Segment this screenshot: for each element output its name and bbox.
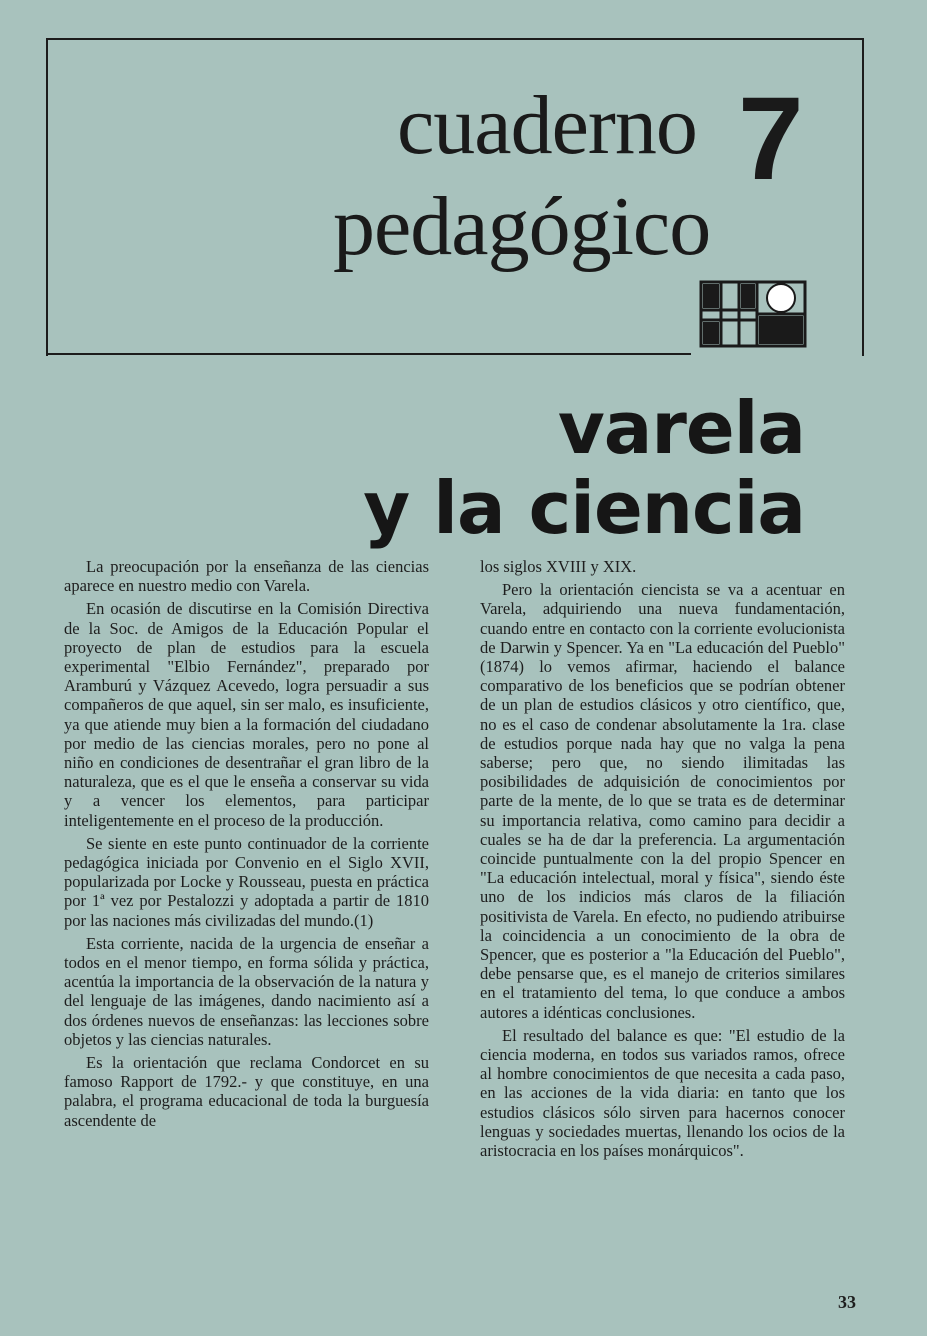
paragraph: los siglos XVIII y XIX. xyxy=(480,557,637,576)
article-title-line1: varela xyxy=(557,386,805,470)
right-column xyxy=(480,557,845,1164)
page-number: 33 xyxy=(838,1292,856,1312)
issue-number: 7 xyxy=(738,73,804,205)
paragraph: Pero la orientación ciencista se va a acentuar en Varela, adquiriendo una nueva fundamentación, cuando entre en contacto con la corriente evolucionista de Darwin y Spencer. Ya en "La educación del Pueblo" (1874) lo vemos afirmar, haciendo el balance comparativo de los beneficios que se podrían obtener de un plan de estudios clásicos y otro científico, que, no es el caso de condenar absolutamente la 1ra. clase de estudios porque nada hay que no valga la pena saberse; pero que, no siendo ilimitadas las posibilidades de adquisición de conocimientos por parte de la mente, de lo que se trata es de determinar su importancia relativa, como camino para decidir a cuales se ha de dar la preferencia. La argumentación coincide puntualmente con la del propio Spencer en "La educación intelectual, moral y física", siendo éste uno de los indicios más claros de la filiación positivista de Varela. En efecto, no pudiendo atribuirse la coincidencia a un conocimiento de la obra de Spencer, que es posterior a "la Educación del Pueblo", debe pensarse que, es el manejo de criterios similares en el tratamiento del tema, lo que conduce a ambos autores a idénticas conclusiones. xyxy=(480,580,845,1022)
paragraph: En ocasión de discutirse en la Comisión Directiva de la Soc. de Amigos de la Educación Popular el proyecto de plan de estudios para la escuela experimental "Elbio Fernández", preparado por Aramburú y Vázquez Acevedo, logra persuadir a sus compañeros de que aquel, sin ser malo, es insuficiente, ya que atiende muy bien a la formación del ciudadano por medio de las ciencias morales, pero no pone al niño en condiciones de desentrañar el gran libro de la naturaleza, que es el que le enseña a conservar su vida y a vencer los elementos, para participar inteligentemente en el proceso de la producción. xyxy=(64,599,429,830)
paragraph: La preocupación por la enseñanza de las ciencias aparece en nuestro medio con Varela. xyxy=(64,557,429,596)
publisher-logo-icon xyxy=(699,280,807,348)
series-title-line2: pedagógico xyxy=(333,180,711,273)
paragraph: Es la orientación que reclama Condorcet en su famoso Rapport de 1792.- y que constituye, en una palabra, el programa educacional de toda la burguesía ascendente de xyxy=(64,1053,429,1130)
article-title-line2: y la ciencia xyxy=(363,466,805,550)
series-title-line1: cuaderno xyxy=(397,79,697,172)
left-column xyxy=(64,557,429,1134)
paragraph: El resultado del balance es que: "El estudio de la ciencia moderna, en todos sus variados ramos, ofrece al hombre conocimientos de que necesita a cada paso, en las acciones de la vida diaria: en tanto que los estudios clásicos sólo sirven para hacernos conocer lenguas y sociedades muertas, llenando los ocios de la aristocracia en los países monárquicos". xyxy=(480,1025,845,1161)
paragraph: Se siente en este punto continuador de la corriente pedagógica iniciada por Convenio en el Siglo XVII, popularizada por Locke y Rousseau, puesta en práctica por 1ª vez por Pestalozzi y adoptada a partir de 1810 por las naciones más civilizadas del mundo.(1) xyxy=(64,833,429,930)
paragraph: Esta corriente, nacida de la urgencia de enseñar a todos en el menor tiempo, en forma sólida y práctica, acentúa la importancia de la observación de la natura y del lenguaje de las imágenes, dando nacimiento así a dos órdenes nuevos de enseñanzas: las lecciones sobre objetos y las ciencias naturales. xyxy=(64,933,429,1049)
header-divider xyxy=(46,353,691,355)
